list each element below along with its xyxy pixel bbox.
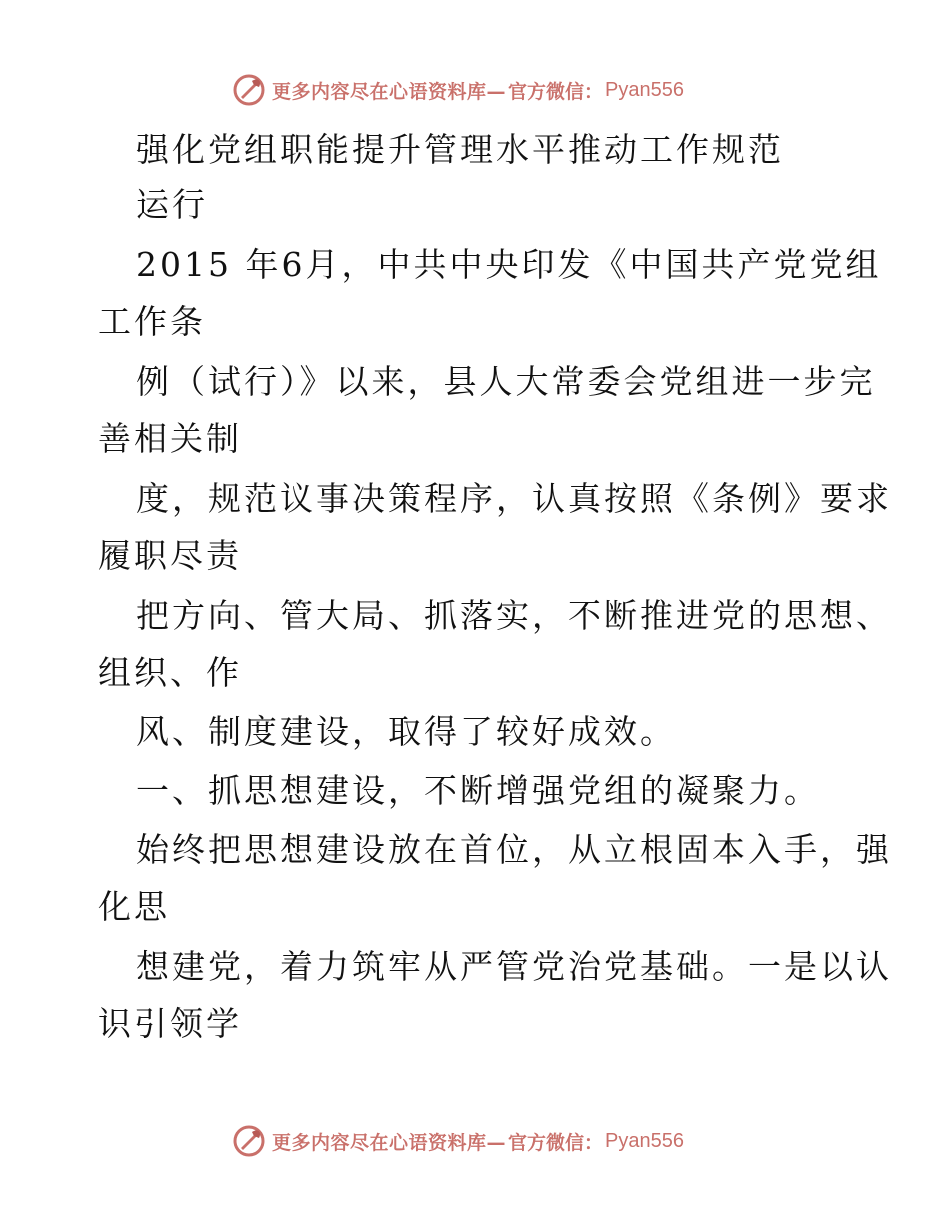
paragraph-line: 组织、作 <box>98 653 242 692</box>
section-heading: 一、抓思想建设，不断增强党组的凝聚力。 <box>136 771 820 810</box>
paragraph-line: 化思 <box>98 887 170 926</box>
paragraph-line: 工作条 <box>98 302 206 341</box>
document-title-line-2: 运行 <box>136 185 208 224</box>
paragraph-line: 2015 年6月，中共中央印发《中国共产党党组 <box>136 245 882 284</box>
footer-banner <box>232 1121 684 1161</box>
paragraph-line: 始终把思想建设放在首位，从立根固本入手，强 <box>136 830 892 869</box>
paragraph-line: 履职尽责 <box>98 536 242 575</box>
footer-promo-text: 更多内容尽在心语资料库— <box>272 1131 507 1154</box>
paragraph-line: 风、制度建设，取得了较好成效。 <box>136 712 676 751</box>
document-title-line-1: 强化党组职能提升管理水平推动工作规范 <box>136 130 784 169</box>
header-banner <box>232 70 684 110</box>
footer-wechat-label: 官方微信： <box>508 1131 604 1154</box>
paragraph-line: 想建党，着力筑牢从严管党治党基础。一是以认 <box>136 947 892 986</box>
paragraph-line: 例（试行）》以来，县人大常委会党组进一步完 <box>136 362 876 401</box>
quill-pen-logo-icon <box>232 73 266 107</box>
header-wechat-label: 官方微信： <box>508 80 604 103</box>
header-promo-text: 更多内容尽在心语资料库— <box>272 80 507 103</box>
header-wechat-handle: Pyan556 <box>605 78 684 101</box>
paragraph-line: 把方向、管大局、抓落实，不断推进党的思想、 <box>136 596 892 635</box>
footer-wechat-handle: Pyan556 <box>605 1129 684 1152</box>
paragraph-line: 度，规范议事决策程序，认真按照《条例》要求 <box>136 479 892 518</box>
paragraph-line: 识引领学 <box>98 1004 242 1043</box>
paragraph-line: 善相关制 <box>98 419 242 458</box>
quill-pen-logo-icon <box>232 1124 266 1158</box>
